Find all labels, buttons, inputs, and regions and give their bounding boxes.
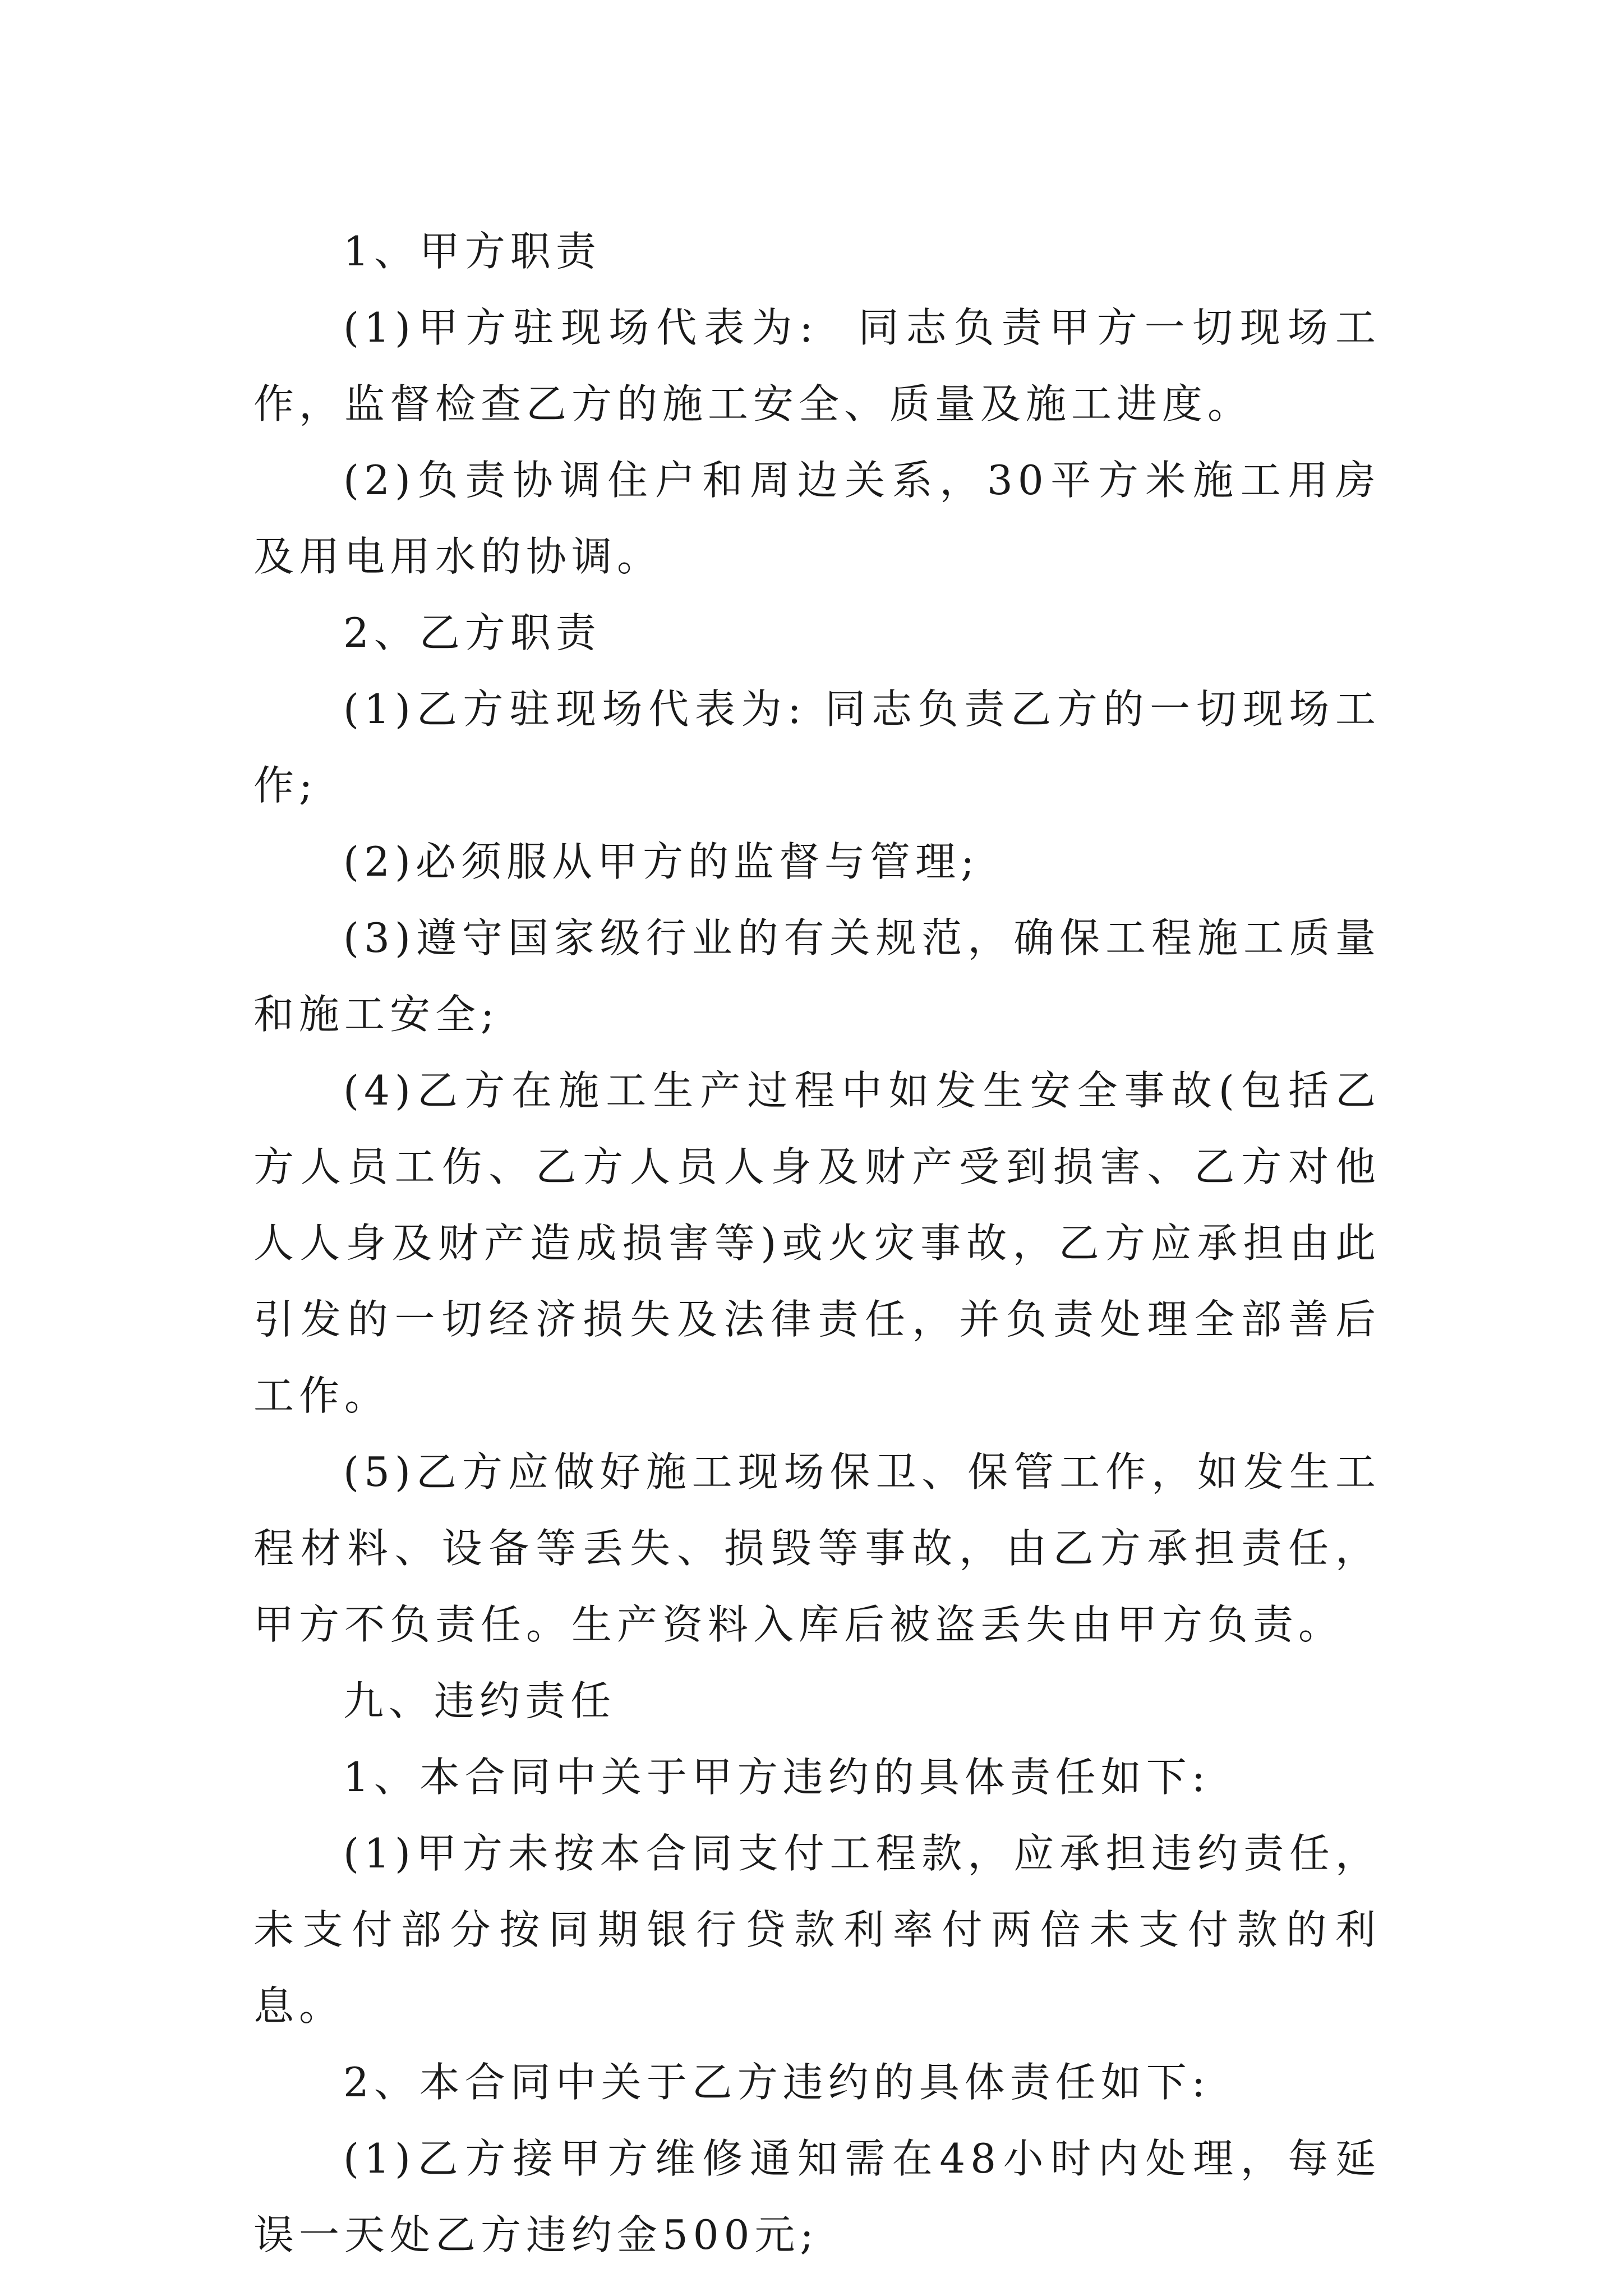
paragraph: 2、本合同中关于乙方违约的具体责任如下: xyxy=(343,2059,1211,2106)
paragraph: (1)乙方接甲方维修通知需在48小时内处理，每延误一天处乙方违约金500元; xyxy=(253,2135,1381,2258)
paragraph: (1)甲方驻现场代表为: 同志负责甲方一切现场工作，监督检查乙方的施工安全、质量及施工进度。 xyxy=(253,304,1381,427)
paragraph: (2)负责协调住户和周边关系，30平方米施工用房及用电用水的协调。 xyxy=(253,457,1381,580)
paragraph: (2)必须服从甲方的监督与管理; xyxy=(343,838,980,885)
paragraph: (1)甲方未按本合同支付工程款，应承担违约责任，未支付部分按同期银行贷款利率付两倍未支付款的利息。 xyxy=(253,1830,1381,2030)
section-heading-party-a-duties: 1、甲方职责 xyxy=(343,228,601,275)
paragraph: (3)遵守国家级行业的有关规范，确保工程施工质量和施工安全; xyxy=(253,914,1381,1038)
section-heading-breach-liability: 九、违约责任 xyxy=(343,1677,616,1724)
paragraph: (1)乙方驻现场代表为: 同志负责乙方的一切现场工作; xyxy=(253,685,1381,809)
section-heading-party-b-duties: 2、乙方职责 xyxy=(343,609,601,656)
paragraph: (5)乙方应做好施工现场保卫、保管工作，如发生工程材料、设备等丢失、损毁等事故，由乙方承担责任，甲方不负责任。生产资料入库后被盗丢失由甲方负责。 xyxy=(253,1448,1381,1648)
paragraph: 1、本合同中关于甲方违约的具体责任如下: xyxy=(343,1754,1211,1801)
document-page xyxy=(253,213,1381,2273)
paragraph: (4)乙方在施工生产过程中如发生安全事故(包括乙方人员工伤、乙方人员人身及财产受到损害、乙方对他人人身及财产造成损害等)或火灾事故，乙方应承担由此引发的一切经济损失及法律责任，并负责处理全部善后工作。 xyxy=(253,1067,1381,1419)
